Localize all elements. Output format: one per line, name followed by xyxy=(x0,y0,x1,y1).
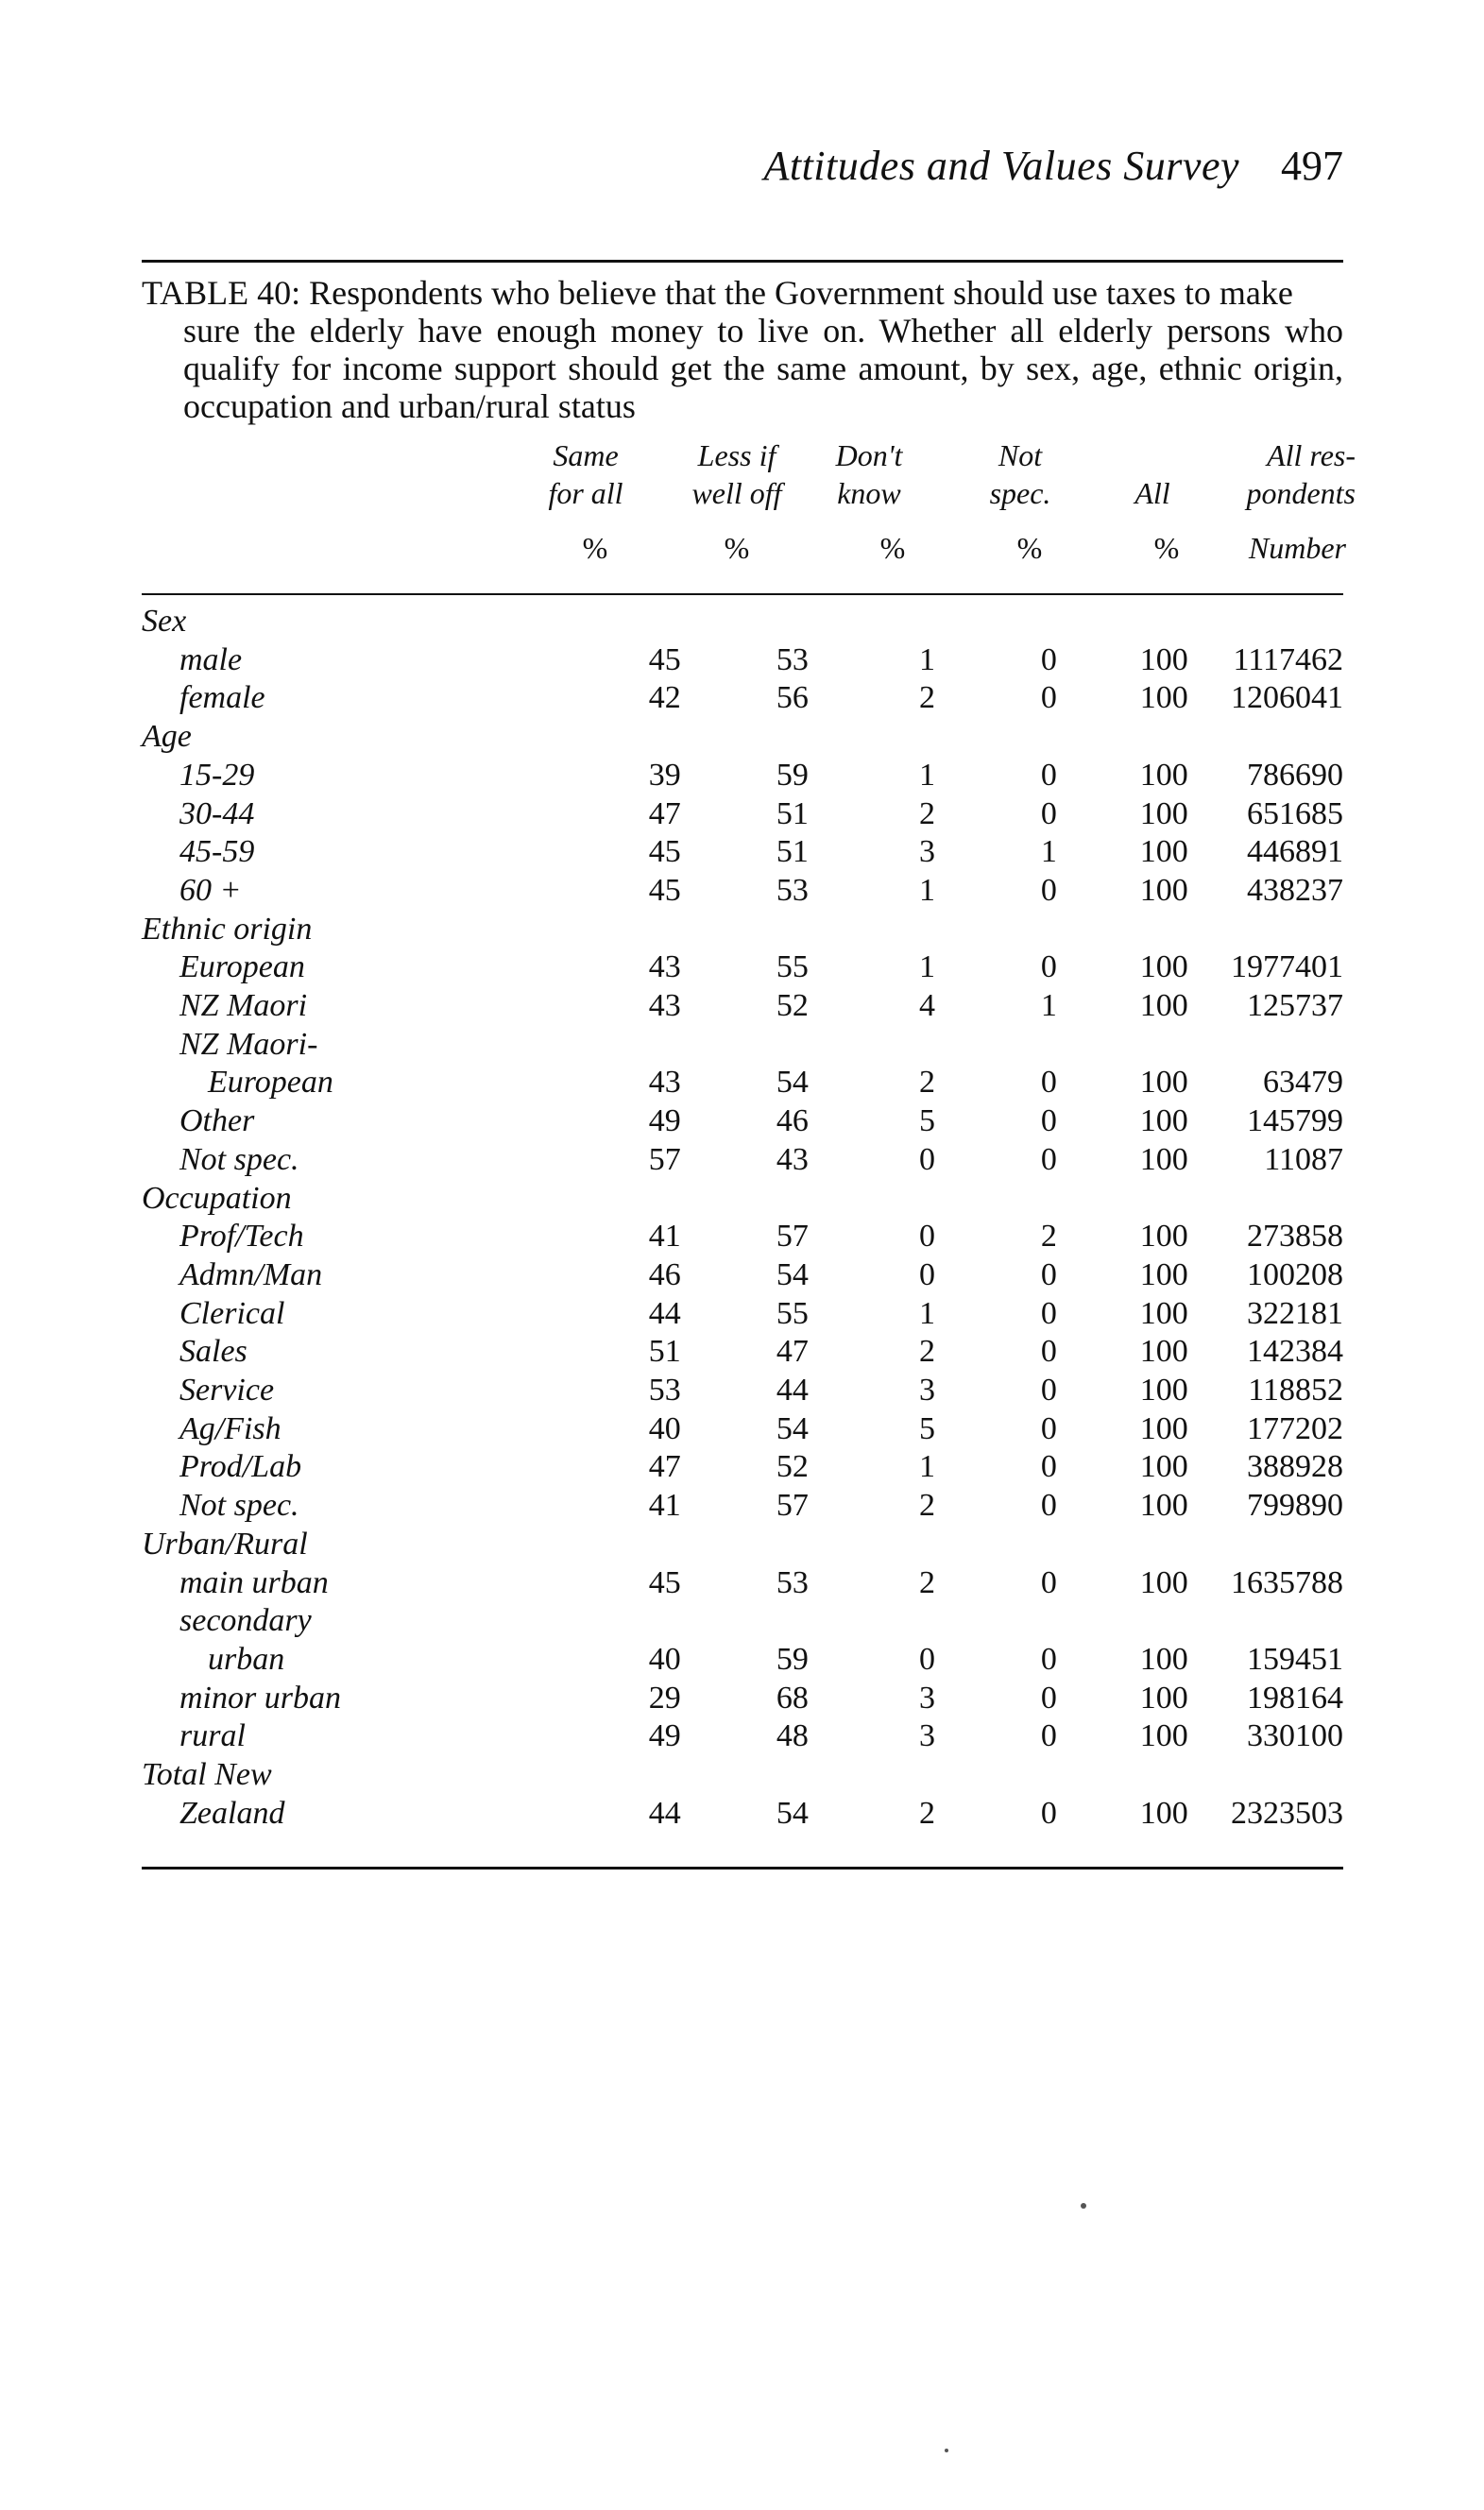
cell: 47 xyxy=(776,1334,809,1370)
cell xyxy=(935,718,1057,757)
cell: 0 xyxy=(1040,1795,1057,1831)
cell: 2 xyxy=(919,1488,936,1524)
cell: 330100 xyxy=(1247,1718,1343,1754)
cell: 0 xyxy=(1040,1065,1057,1101)
cell: 0 xyxy=(1040,1141,1057,1177)
table-row xyxy=(142,1602,1343,1641)
cell xyxy=(809,1180,935,1219)
cell xyxy=(681,911,809,949)
cell xyxy=(935,1526,1057,1564)
cell xyxy=(1188,1526,1343,1564)
table-row xyxy=(142,911,1343,949)
cell: 100 xyxy=(1139,1718,1188,1754)
table-row xyxy=(142,757,1343,795)
cell: 41 xyxy=(648,1488,681,1524)
cell: 0 xyxy=(1040,1410,1057,1446)
unit-pct: % xyxy=(879,531,906,565)
top-rule xyxy=(142,260,1343,263)
cell: 100 xyxy=(1139,680,1188,716)
col-header-all-respondents: All res- pondents xyxy=(1246,438,1356,510)
cell: 57 xyxy=(648,1141,681,1177)
cell xyxy=(508,1180,681,1219)
cell: 0 xyxy=(919,1141,936,1177)
row-label: Clerical xyxy=(179,1295,285,1331)
table-row xyxy=(142,1564,1343,1603)
cell xyxy=(1057,1602,1188,1641)
cell: 118852 xyxy=(1248,1373,1343,1409)
row-label: Other xyxy=(179,1103,255,1139)
unit-pct: % xyxy=(582,531,608,565)
table-row xyxy=(142,1487,1343,1526)
cell xyxy=(1057,1526,1188,1564)
cell: 55 xyxy=(776,1295,809,1331)
cell: 100 xyxy=(1139,1065,1188,1101)
page-speck xyxy=(1081,2203,1086,2209)
cell: 2323503 xyxy=(1231,1795,1343,1831)
cell: 2 xyxy=(1040,1219,1057,1255)
cell xyxy=(809,911,935,949)
cell: 51 xyxy=(776,834,809,870)
cell: 1977401 xyxy=(1231,949,1343,985)
row-group-label: Urban/Rural xyxy=(142,1526,308,1562)
cell: 4 xyxy=(919,988,936,1024)
cell xyxy=(809,603,935,641)
cell: 59 xyxy=(776,1641,809,1677)
col-header-less-if-well-off: Less if well off xyxy=(691,438,782,510)
cell: 273858 xyxy=(1247,1219,1343,1255)
row-label: Zealand xyxy=(179,1795,285,1831)
cell xyxy=(1188,911,1343,949)
cell: 46 xyxy=(776,1103,809,1139)
cell: 0 xyxy=(1040,1564,1057,1600)
cell: 68 xyxy=(776,1680,809,1716)
caption-continuation: sure the elderly have enough money to live on. Whether all elderly persons who qualify for income support should get the same amount, by sex, age, ethnic origin, occupation and urban/rural status xyxy=(183,312,1343,425)
running-header xyxy=(142,142,1343,208)
cell: 54 xyxy=(776,1256,809,1292)
cell: 100 xyxy=(1139,1795,1188,1831)
cell: 100 xyxy=(1139,1488,1188,1524)
row-label: 60 + xyxy=(179,872,242,908)
cell: 45 xyxy=(648,1564,681,1600)
table-row xyxy=(142,1756,1343,1795)
cell xyxy=(1188,718,1343,757)
cell: 57 xyxy=(776,1219,809,1255)
table-row xyxy=(142,1064,1343,1102)
row-label: Not spec. xyxy=(179,1141,299,1177)
cell: 44 xyxy=(648,1795,681,1831)
cell xyxy=(935,1180,1057,1219)
cell xyxy=(1057,911,1188,949)
cell xyxy=(809,1602,935,1641)
cell: 42 xyxy=(648,680,681,716)
cell: 0 xyxy=(1040,1641,1057,1677)
table-row xyxy=(142,1295,1343,1334)
table-row xyxy=(142,1180,1343,1219)
table-row xyxy=(142,1256,1343,1295)
cell: 1 xyxy=(1040,834,1057,870)
cell: 5 xyxy=(919,1410,936,1446)
row-label: rural xyxy=(179,1718,246,1754)
cell: 100 xyxy=(1139,1103,1188,1139)
cell: 49 xyxy=(648,1103,681,1139)
cell xyxy=(1188,1756,1343,1795)
row-label: minor urban xyxy=(179,1680,341,1716)
cell: 0 xyxy=(1040,680,1057,716)
row-label: female xyxy=(179,680,265,716)
cell: 100 xyxy=(1139,1295,1188,1331)
cell: 57 xyxy=(776,1488,809,1524)
cell: 100 xyxy=(1139,1373,1188,1409)
cell xyxy=(681,1526,809,1564)
row-label: Prod/Lab xyxy=(179,1449,302,1485)
cell: 100 xyxy=(1139,949,1188,985)
cell: 799890 xyxy=(1247,1488,1343,1524)
cell: 0 xyxy=(1040,1256,1057,1292)
cell xyxy=(935,1756,1057,1795)
cell: 0 xyxy=(919,1219,936,1255)
cell: 43 xyxy=(776,1141,809,1177)
row-label: NZ Maori- xyxy=(179,1026,318,1062)
table-row xyxy=(142,1526,1343,1564)
cell: 100 xyxy=(1139,1641,1188,1677)
col-header-dont-know: Don't know xyxy=(835,438,903,510)
col-header-all: All xyxy=(1134,476,1170,510)
cell xyxy=(1188,603,1343,641)
unit-pct: % xyxy=(724,531,750,565)
cell: 0 xyxy=(1040,1718,1057,1754)
cell: 44 xyxy=(648,1295,681,1331)
table-row xyxy=(142,1641,1343,1680)
cell: 0 xyxy=(1040,1103,1057,1139)
table-row xyxy=(142,1102,1343,1141)
row-label: 45-59 xyxy=(179,834,255,870)
header-rule xyxy=(142,593,1343,595)
cell: 1 xyxy=(1040,988,1057,1024)
cell: 1206041 xyxy=(1231,680,1343,716)
bottom-rule xyxy=(142,1867,1343,1870)
table-caption xyxy=(142,274,1343,425)
cell: 100 xyxy=(1139,834,1188,870)
page-number: 497 xyxy=(1281,143,1343,189)
cell: 54 xyxy=(776,1410,809,1446)
cell xyxy=(681,1026,809,1065)
cell: 145799 xyxy=(1247,1103,1343,1139)
cell: 53 xyxy=(648,1373,681,1409)
cell xyxy=(508,603,681,641)
table-row xyxy=(142,1218,1343,1256)
cell xyxy=(1057,718,1188,757)
cell xyxy=(508,1602,681,1641)
table-row xyxy=(142,872,1343,911)
table-row xyxy=(142,795,1343,834)
cell xyxy=(1057,603,1188,641)
cell: 651685 xyxy=(1247,795,1343,831)
cell xyxy=(681,1602,809,1641)
cell: 438237 xyxy=(1247,872,1343,908)
cell: 322181 xyxy=(1247,1295,1343,1331)
row-label: Prof/Tech xyxy=(179,1219,304,1255)
cell: 3 xyxy=(919,834,936,870)
cell: 0 xyxy=(1040,1373,1057,1409)
cell xyxy=(681,718,809,757)
row-label: European xyxy=(179,949,305,985)
cell xyxy=(1188,1180,1343,1219)
cell: 48 xyxy=(776,1718,809,1754)
row-group-label: Ethnic origin xyxy=(142,911,313,947)
cell: 53 xyxy=(776,872,809,908)
row-group-label: Age xyxy=(142,719,192,755)
table-row xyxy=(142,948,1343,987)
page-speck xyxy=(945,2449,948,2452)
unit-pct: % xyxy=(1153,531,1180,565)
cell: 100 xyxy=(1139,1449,1188,1485)
row-label: urban xyxy=(208,1641,285,1677)
row-label: Service xyxy=(179,1373,275,1409)
row-label: NZ Maori xyxy=(179,988,308,1024)
cell: 45 xyxy=(648,872,681,908)
cell: 100 xyxy=(1139,1564,1188,1600)
cell: 125737 xyxy=(1247,988,1343,1024)
cell: 786690 xyxy=(1247,757,1343,793)
cell: 2 xyxy=(919,1795,936,1831)
cell xyxy=(1057,1026,1188,1065)
row-label: European xyxy=(208,1065,333,1101)
cell xyxy=(809,1756,935,1795)
cell xyxy=(935,603,1057,641)
cell: 1 xyxy=(919,1295,936,1331)
cell: 1635788 xyxy=(1231,1564,1343,1600)
cell: 198164 xyxy=(1247,1680,1343,1716)
cell xyxy=(1188,1602,1343,1641)
cell: 2 xyxy=(919,1564,936,1600)
col-header-not-spec: Not spec. xyxy=(989,438,1051,510)
cell: 0 xyxy=(919,1256,936,1292)
cell: 142384 xyxy=(1247,1334,1343,1370)
row-group-label: Sex xyxy=(142,604,187,639)
cell: 40 xyxy=(648,1410,681,1446)
cell: 2 xyxy=(919,795,936,831)
cell xyxy=(809,1526,935,1564)
cell: 1117462 xyxy=(1233,641,1343,677)
cell: 41 xyxy=(648,1219,681,1255)
cell: 2 xyxy=(919,680,936,716)
cell: 0 xyxy=(1040,1449,1057,1485)
cell: 177202 xyxy=(1247,1410,1343,1446)
table-row xyxy=(142,1448,1343,1487)
cell: 1 xyxy=(919,872,936,908)
cell: 59 xyxy=(776,757,809,793)
cell: 100 xyxy=(1139,1680,1188,1716)
data-table xyxy=(142,603,1343,1834)
table-row xyxy=(142,1795,1343,1834)
cell: 44 xyxy=(776,1373,809,1409)
cell: 49 xyxy=(648,1718,681,1754)
cell: 100208 xyxy=(1247,1256,1343,1292)
cell xyxy=(681,1756,809,1795)
cell: 0 xyxy=(1040,949,1057,985)
cell: 0 xyxy=(1040,641,1057,677)
cell: 159451 xyxy=(1247,1641,1343,1677)
cell xyxy=(809,1026,935,1065)
cell: 51 xyxy=(648,1334,681,1370)
table-row xyxy=(142,1333,1343,1372)
cell: 1 xyxy=(919,1449,936,1485)
table-row xyxy=(142,718,1343,757)
cell: 100 xyxy=(1139,641,1188,677)
cell: 47 xyxy=(648,795,681,831)
cell: 446891 xyxy=(1247,834,1343,870)
cell: 11087 xyxy=(1264,1141,1343,1177)
cell: 45 xyxy=(648,641,681,677)
running-title: Attitudes and Values Survey xyxy=(763,143,1239,189)
cell xyxy=(508,911,681,949)
cell: 52 xyxy=(776,988,809,1024)
table-row xyxy=(142,833,1343,872)
cell xyxy=(1057,1756,1188,1795)
cell: 388928 xyxy=(1247,1449,1343,1485)
cell: 0 xyxy=(1040,1334,1057,1370)
cell xyxy=(508,1756,681,1795)
cell: 39 xyxy=(648,757,681,793)
table-row xyxy=(142,603,1343,641)
row-group-label: Occupation xyxy=(142,1180,292,1216)
table-row xyxy=(142,1026,1343,1065)
cell: 100 xyxy=(1139,1256,1188,1292)
table-row xyxy=(142,1680,1343,1718)
table-row xyxy=(142,1717,1343,1756)
cell: 55 xyxy=(776,949,809,985)
cell: 0 xyxy=(1040,795,1057,831)
cell xyxy=(508,1526,681,1564)
cell: 43 xyxy=(648,1065,681,1101)
cell: 53 xyxy=(776,641,809,677)
cell: 1 xyxy=(919,641,936,677)
cell xyxy=(1188,1026,1343,1065)
row-label: secondary xyxy=(179,1603,312,1639)
cell: 100 xyxy=(1139,988,1188,1024)
cell: 2 xyxy=(919,1065,936,1101)
cell xyxy=(681,603,809,641)
cell: 1 xyxy=(919,949,936,985)
row-label: Admn/Man xyxy=(179,1256,323,1292)
unit-pct: % xyxy=(1016,531,1043,565)
cell: 54 xyxy=(776,1795,809,1831)
caption-first-line: TABLE 40: Respondents who believe that the Government should use taxes to make xyxy=(142,274,1293,312)
cell: 100 xyxy=(1139,795,1188,831)
cell: 45 xyxy=(648,834,681,870)
cell: 54 xyxy=(776,1065,809,1101)
table-row xyxy=(142,1372,1343,1410)
unit-number: Number xyxy=(1248,531,1346,565)
row-label: 15-29 xyxy=(179,757,255,793)
cell xyxy=(935,1026,1057,1065)
cell: 43 xyxy=(648,949,681,985)
cell: 0 xyxy=(1040,757,1057,793)
cell xyxy=(508,718,681,757)
cell: 100 xyxy=(1139,1410,1188,1446)
row-label: Sales xyxy=(179,1334,247,1370)
cell: 2 xyxy=(919,1334,936,1370)
cell: 3 xyxy=(919,1718,936,1754)
cell: 63479 xyxy=(1263,1065,1343,1101)
row-label: Ag/Fish xyxy=(179,1410,281,1446)
col-header-same-for-all: Same for all xyxy=(548,438,623,510)
cell: 100 xyxy=(1139,872,1188,908)
row-label: 30-44 xyxy=(179,795,255,831)
row-label: main urban xyxy=(179,1564,329,1600)
cell: 53 xyxy=(776,1564,809,1600)
table-row xyxy=(142,641,1343,680)
table-row xyxy=(142,987,1343,1026)
cell xyxy=(935,1602,1057,1641)
table-row xyxy=(142,1141,1343,1180)
cell: 56 xyxy=(776,680,809,716)
row-group-label: Total New xyxy=(142,1757,272,1793)
cell: 3 xyxy=(919,1373,936,1409)
table-row xyxy=(142,1410,1343,1449)
cell: 0 xyxy=(1040,1680,1057,1716)
cell: 29 xyxy=(648,1680,681,1716)
cell xyxy=(681,1180,809,1219)
cell: 100 xyxy=(1139,1141,1188,1177)
cell: 3 xyxy=(919,1680,936,1716)
cell: 46 xyxy=(648,1256,681,1292)
cell: 0 xyxy=(1040,1295,1057,1331)
cell: 100 xyxy=(1139,1219,1188,1255)
row-label: Not spec. xyxy=(179,1488,299,1524)
cell: 0 xyxy=(1040,1488,1057,1524)
cell: 40 xyxy=(648,1641,681,1677)
table-row xyxy=(142,679,1343,718)
cell: 100 xyxy=(1139,757,1188,793)
cell xyxy=(508,1026,681,1065)
row-label: male xyxy=(179,641,243,677)
cell: 51 xyxy=(776,795,809,831)
cell: 5 xyxy=(919,1103,936,1139)
cell: 47 xyxy=(648,1449,681,1485)
cell xyxy=(809,718,935,757)
cell: 43 xyxy=(648,988,681,1024)
cell: 100 xyxy=(1139,1334,1188,1370)
cell xyxy=(935,911,1057,949)
cell: 52 xyxy=(776,1449,809,1485)
cell xyxy=(1057,1180,1188,1219)
cell: 0 xyxy=(1040,872,1057,908)
cell: 1 xyxy=(919,757,936,793)
cell: 0 xyxy=(919,1641,936,1677)
